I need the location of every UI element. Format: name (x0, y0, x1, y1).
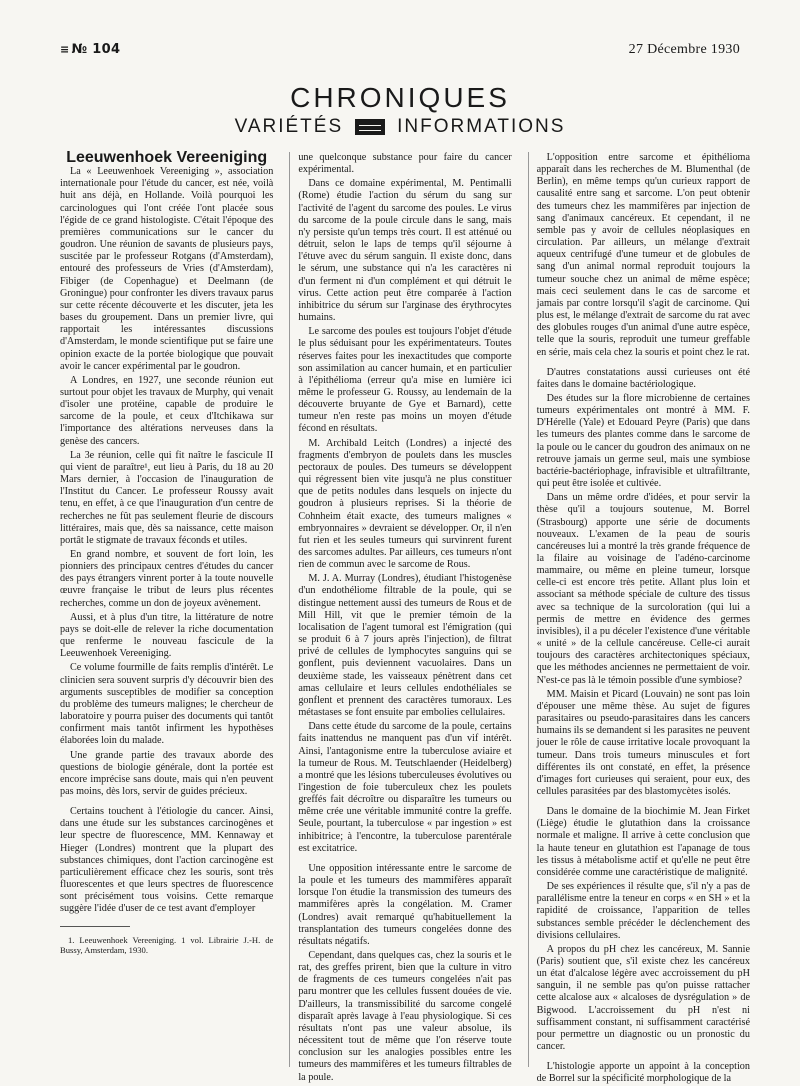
article-body (60, 149, 750, 1085)
paragraph: Dans cette étude du sarcome de la poule, certains faits inattendus ne manquent pas d'un vif intérêt. Ainsi, l'antagonisme entre la tuberculose aviaire et la tumeur de Rous. M. Teutschlaender (Heidelberg) a montré que les lésions tuberculeuses évolutives ou l'ingestion de foie tuberculeux chez les poulets greffés fait décroître ou disparaître les tumeurs ou même crée une véritable immunité contre la greffe. Seule, pourtant, la tuberculose « par ingestion » est inhibitrice; à l'encontre, la tuberculose parentérale est excitatrice. (298, 721, 512, 854)
column-1 (60, 149, 274, 1067)
paragraph: Dans le domaine de la biochimie M. Jean Firket (Liège) étudie le glutathion dans la croissance normale et maligne. Il arrive à cette conclusion que la haute teneur en glutathion est l'apanage de tous les tissus à métabolisme actif et qu'elle ne peut être considérée comme une caractéristique de malignité. (536, 806, 750, 878)
issue-date: 27 Décembre 1930 (628, 42, 740, 57)
paragraph: M. J. A. Murray (Londres), étudiant l'histogenèse d'un endothéliome filtrable de la poule, qui se distingue nettement aussi des tumeurs de Rous et de Mill Hill, vit que le premier témoin de la localisation de l'agent tumoral est l'émigration (qui se produit 6 à 7 jours après l'injection), de filtrat privé de cellules de lymphocytes sanguins qui se gonflent, puis deviennent vacuolaires. Dans un deuxième stade, les vaisseaux pénètrent dans cet amas cellulaire et leurs cellules endothéliales se gonflent et prennent des caractères tumoraux. Les métastases se font ensuite par embolies cellulaires. (298, 573, 512, 719)
paragraph: M. Archibald Leitch (Londres) a injecté des fragments d'embryon de poulets dans les muscles pectoraux de poules. Des tumeurs se développent qui régressent bien vite jusqu'à ne plus constituer que de petits nodules dans lesquels on injecte du goudron à plusieurs reprises. Si la théorie de Cohnheim était exacte, des tumeurs malignes « embryonnaires » devraient se développer. Or, il n'en fut rien et les seules tumeurs qui survinrent furent des sarcomes adultes. Par ailleurs, ces tumeurs n'ont rien de commun avec le sarcome de Rous. (298, 437, 512, 571)
issue-mark-icon: ≡ (60, 43, 70, 56)
masthead-left: VARIÉTÉS (234, 116, 344, 137)
paragraph: La « Leeuwenhoek Vereeniging », association internationale pour l'étude du cancer, est née, voilà huit ans déjà, en Hollande. Voilà pourquoi les carcinologues qui l'ont créée l'ont placée sous l'égide de ce grand histologiste. C'était l'époque des premières communications sur le cancer du goudron. Une réunion de savants de plusieurs pays, suscitée par le professeur Rotgans (d'Amsterdam), entouré des professeurs de Vries (d'Amsterdam), Fibiger (de Copenhague) et Deelmann (de Groningue) pour confronter les divers travaux parus sur cette récente découverte et les discuter, jeta les bases du groupement. Dans un premier livre, qui rapportait les intéressantes discussions d'Amsterdam, le monde scientifique put se faire une opinion exacte de la portée biologique que pouvait avoir le cancer expérimental par le goudron. (60, 166, 274, 372)
paragraph: une quelconque substance pour faire du cancer expérimental. (298, 152, 512, 176)
article-title: Leeuwenhoek Vereeniging (66, 149, 268, 166)
paragraph: L'opposition entre sarcome et épithélioma apparaît dans les recherches de M. Blumenthal (de Berlin), en même temps qu'un curieux rapport de causalité entre sang et sarcome. L'on peut obtenir des tumeurs chez les mammifères par injection de sang d'animaux cancéreux. Et cependant, il ne semble pas y avoir de cellules néoplasiques en circulation. Par ailleurs, un mélange d'extrait aqueux centrifugé d'une tumeur et de globules de sang d'un animal normal reproduit toujours la tumeur souche chez un animal de même espèce; mais ceci seulement dans le cas de sarcome et jamais par contre lorsqu'il s'agit de carcinome. Qui plus est, le mélange d'extrait de sarcome du rat avec des globules rouges d'un animal d'une autre espèce, telle que la souris, reproduit une tumeur greffable en série, mais cela chez la souris et point chez le rat. (536, 152, 750, 358)
paragraph: Cependant, dans quelques cas, chez la souris et le rat, des greffes prirent, bien que la culture in vitro de fragments de ces tumeurs congelées n'ait pas paru montrer que les cellules fussent douées de vie. D'ailleurs, la transmissibilité du sarcome congelé disparaît après lavage à l'eau physiologique. Si ces résultats n'ont pas une valeur absolue, ils nécessitent tout de même que l'on réserve toute conclusion sur les analogies possibles entre les tumeurs des mammifères et les tumeurs filtrables de la poule. (298, 950, 512, 1083)
column-3 (528, 152, 750, 1085)
issue-label: № 104 (71, 42, 121, 57)
column-2 (289, 152, 512, 1083)
ornament-icon (355, 119, 385, 135)
paragraph: Le sarcome des poules est toujours l'objet d'étude le plus séduisant pour les expérimentateurs. Toutes réserves faites pour les inexactitudes que comporte son assimilation au cancer humain, et en particulier à l'épithélioma (erreur qu'a mise en lumière ici même le professeur G. Roussy, au lendemain de la découverte bruyante de Gye et Barnard), cette tumeur n'en reste pas moins un moyen d'étude fécond en résultats. (298, 326, 512, 435)
paragraph: Aussi, et à plus d'un titre, la littérature de notre pays se doit-elle de relever la riche documentation que renferme le nouveau fascicule de la Leeuwenhoek Vereeniging. (60, 611, 274, 660)
page-header (60, 42, 740, 64)
footnote-rule (60, 926, 130, 931)
paragraph: Dans un même ordre d'idées, et pour servir la thèse qu'il a toujours soutenue, M. Borrel (Strasbourg) apporte une série de documents nouveaux. L'examen de la peau de souris cancéreuses lui a montré la très grande fréquence de la filaire au voisinage de l'adéno-carcinome mammaire, ou même en pleine tumeur, lorsque celle-ci est encore très petite. Allant plus loin et associant sa méthode spéciale de culture des tissus avec sa technique de la surcoloration (qui lui a permis de mettre en évidence des germes invisibles), il a pu déceler l'existence d'une véritable « unité » de la cellule cancéreuse. Celle-ci aurait toujours des caractères architectoniques spéciaux, que les méthodes anciennes ne permettaient de voir. N'est-ce pas là le témoin possible d'une symbiose? (536, 492, 750, 686)
footnote: 1. Leeuwenhoek Vereeniging. 1 vol. Librairie J.-H. de Bussy, Amsterdam, 1930. (60, 934, 274, 956)
masthead-subtitle (60, 116, 740, 138)
paragraph: A Londres, en 1927, une seconde réunion eut surtout pour objet les travaux de Murphy, qui venait d'isoler une protéine, capable de produire le sarcome de la poule, et ceux d'Itchikawa sur l'importance des altérations nerveuses dans la genèse des cancers. (60, 374, 274, 447)
paragraph: D'autres constatations aussi curieuses ont été faites dans le domaine bactériologique. (536, 366, 750, 390)
section-masthead (60, 82, 740, 138)
paragraph: Une opposition intéressante entre le sarcome de la poule et les tumeurs des mammifères apparaît lorsque l'on étudie la transmission des tumeurs des mammifères après la congélation. M. Cramer (Londres) avait remarqué qu'habituellement la transplantation des tumeurs congelées donne des résultats négatifs. (298, 862, 512, 947)
paragraph: La 3e réunion, celle qui fit naître le fascicule II qui vient de paraître¹, eut lieu à Paris, du 18 au 20 Mars dernier, à l'occasion de l'inauguration de l'Institut du Cancer. Le professeur Roussy avait tenu, en effet, à ce que l'inauguration d'un centre de recherches ne fût pas seulement fleurie de discours littéraires, mais que, dès sa naissance, cette maison portât le stigmate de travaux féconds et utiles. (60, 449, 274, 546)
paragraph: Des études sur la flore microbienne de certaines tumeurs expérimentales ont montré à MM. F. D'Hérelle (Yale) et Edouard Peyre (Paris) que dans les tumeurs des plantes comme dans le sarcome de la poule ou le cancer du goudron des animaux on ne retrouve jamais un germe seul, mais une symbiose bactérie-bactériophage, infravisible et ultrafiltrante, qui peut être isolée et cultivée. (536, 392, 750, 490)
paragraph: Ce volume fourmille de faits remplis d'intérêt. Le clinicien sera souvent surpris d'y découvrir bien des arguments susceptibles de modifier sa conception du problème des tumeurs malignes; le chercheur de laboratoire y pourra puiser des documents qui tantôt confirment mais tantôt infirment les hypothèses élaborées loin du malade. (60, 662, 274, 747)
masthead-title: CHRONIQUES (290, 82, 510, 113)
paragraph: Une grande partie des travaux aborde des questions de biologie générale, dont la portée est encore imprécise sans doute, mais qui n'en peuvent pas moins, dès lors, servir de guides précieux. (60, 749, 274, 797)
paragraph: Dans ce domaine expérimental, M. Pentimalli (Rome) étudie l'action du sérum du sang sur l'activité de l'agent du sarcome des poules. Le virus du sarcome de la poule circule dans le sang, mais n'y persiste qu'un temps très court. Il est atténué ou détruit, selon le laps de temps qu'il séjourne à l'étuve avec du sérum sanguin. Il existe donc, dans le sérum, une substance qui n'a les caractères ni d'un ferment ni d'un complément et qui détruit le virus. Cette action peut être comparée à l'action inhibitrice du sérum sur l'arginase des érythrocytes humains. (298, 178, 512, 324)
masthead-right: INFORMATIONS (397, 116, 566, 137)
paragraph: L'histologie apporte un appoint à la conception de Borrel sur la spécificité morphologique de la (536, 1061, 750, 1085)
paragraph: Certains touchent à l'étiologie du cancer. Ainsi, dans une étude sur les substances carcinogènes et leur spectre de fluorescence, MM. Kennaway et Hieger (Londres) montrent que la plupart des substances chimiques, dont l'action carcinogène est particulièrement efficace chez les souris, sont très fluorescentes et que leurs spectres de fluorescence sont précisément tous voisins. Cette remarque suggère l'idée d'user de ce test avant d'employer (60, 806, 274, 915)
footnote-block (60, 926, 273, 956)
paragraph: De ses expériences il résulte que, s'il n'y a pas de parallélisme entre la teneur en corps « en SH » et la rapidité de croissance, l'apparition de telles substances semble précéder le déclenchement des divisions cellulaires. (536, 881, 750, 941)
issue-number (60, 42, 120, 57)
paragraph: MM. Maisin et Picard (Louvain) ne sont pas loin d'épouser une même thèse. Au sujet de figures parasitaires ou pseudo-parasitaires dans les cancers humains ils se demandent si les parasites ne peuvent jouer le rôle de cause irritative locale provoquant la tumeur. Dans trois tumeurs minuscules et fort différentes ils ont constaté, en effet, la présence d'images fort curieuses qui seraient, pour eux, des cellules parasitées par des blastomycètes isolés. (536, 688, 750, 797)
paragraph: En grand nombre, et souvent de fort loin, les pionniers des principaux centres d'études du cancer des pays étrangers vinrent porter à la toute nouvelle œuvre française le tribut de leurs plus récentes recherches, comme un don de joyeux avènement. (60, 549, 274, 609)
paragraph: A propos du pH chez les cancéreux, M. Sannie (Paris) soutient que, s'il existe chez les cancéreux un état d'alcalose légère avec accroissement du pH sanguin, il ne semble pas qu'on puisse rattacher cette alcalose aux « alcaloses de dysrégulation » de Bigwood. L'accroissement du pH n'est ni suffisamment constant, ni suffisamment caractérisé pour permettre un diagnostic ou un pronostic du cancer. (536, 943, 750, 1053)
